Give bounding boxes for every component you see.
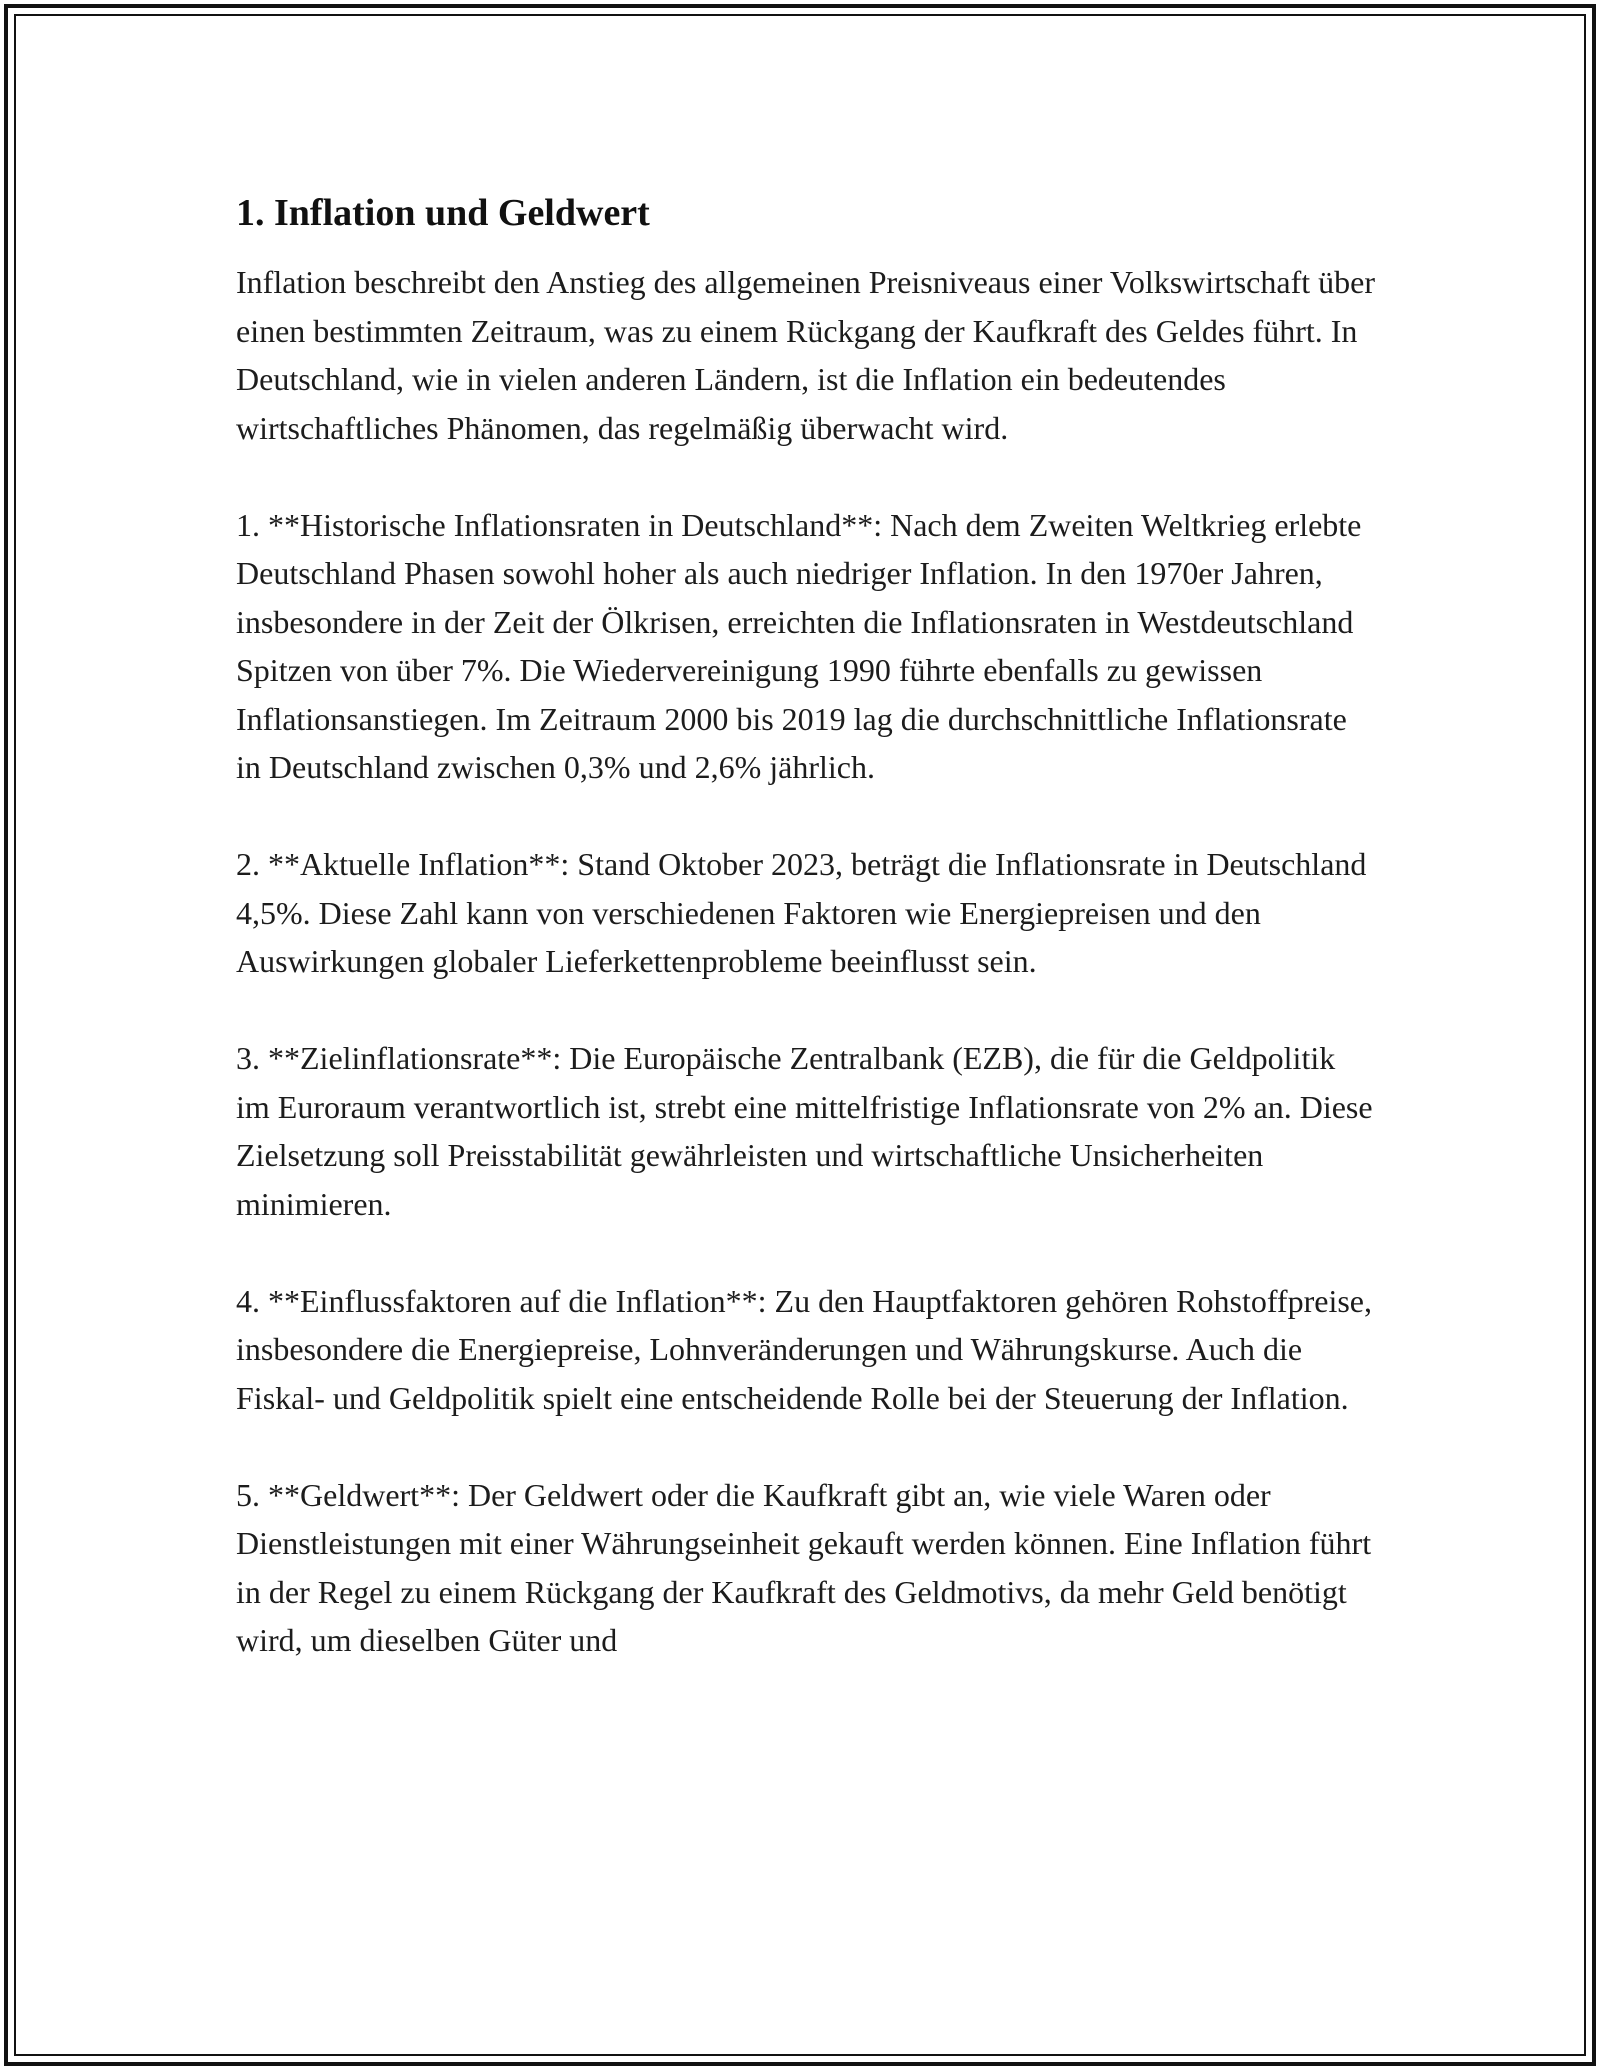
- paragraph-influencing-factors: 4. **Einflussfaktoren auf die Inflation**: Zu den Hauptfaktoren gehören Rohstoffpreise, insbesondere die Energiepreise, Lohnveränderungen und Währungskurse. Auch die Fiskal- und Geldpolitik spielt eine entscheidende Rolle bei der Steuerung der Inflation.: [236, 1282, 1372, 1416]
- intro-paragraph: Inflation beschreibt den Anstieg des allgemeinen Preisniveaus einer Volkswirtschaft über einen bestimmten Zeitraum, was zu einem Rückgang der Kaufkraft des Geldes führt. In Deutschland, wie in vielen anderen Ländern, ist die Inflation ein bedeutendes wirtschaftliches Phänomen, das regelmäßig überwacht wird.: [236, 264, 1375, 446]
- paragraph-target-inflation: 3. **Zielinflationsrate**: Die Europäische Zentralbank (EZB), die für die Geldpolitik im Euroraum verantwortlich ist, strebt eine mittelfristige Inflationsrate von 2% an. Diese Zielsetzung soll Preisstabilität gewährleisten und wirtschaftliche Unsicherheiten minimieren.: [236, 1040, 1373, 1222]
- paragraph-current-inflation: 2. **Aktuelle Inflation**: Stand Oktober 2023, beträgt die Inflationsrate in Deutschland 4,5%. Diese Zahl kann von verschiedenen Faktoren wie Energiepreisen und den Auswirkungen globaler Lieferkettenprobleme beeinflusst sein.: [236, 846, 1367, 979]
- document-body: [236, 186, 1376, 1665]
- paragraph-historical-inflation: 1. **Historische Inflationsraten in Deutschland**: Nach dem Zweiten Weltkrieg erlebte Deutschland Phasen sowohl hoher als auch niedriger Inflation. In den 1970er Jahren, insbesondere in der Zeit der Ölkrisen, erreichten die Inflationsraten in Westdeutschland Spitzen von über 7%. Die Wiedervereinigung 1990 führte ebenfalls zu gewissen Inflationsanstiegen. Im Zeitraum 2000 bis 2019 lag die durchschnittliche Inflationsrate in Deutschland zwischen 0,3% und 2,6% jährlich.: [236, 506, 1362, 785]
- paragraph-money-value: 5. **Geldwert**: Der Geldwert oder die Kaufkraft gibt an, wie viele Waren oder Dienstleistungen mit einer Währungseinheit gekauft werden können. Eine Inflation führt in der Regel zu einem Rückgang der Kaufkraft des Geldmotivs, da mehr Geld benötigt wird, um dieselben Güter und: [236, 1476, 1372, 1658]
- section-heading: 1. Inflation und Geldwert: [236, 192, 650, 234]
